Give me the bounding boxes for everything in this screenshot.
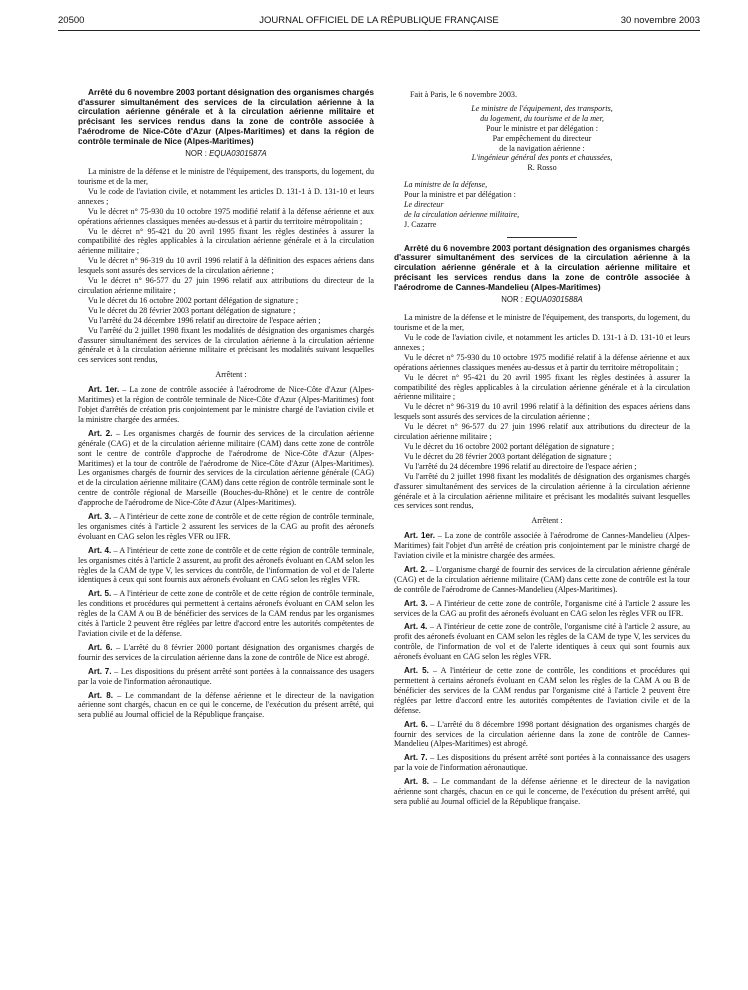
signature-line: Le ministre de l'équipement, des transports,	[471, 103, 613, 113]
signature-line: Par empêchement du directeur	[492, 133, 592, 143]
article	[78, 643, 374, 663]
article	[78, 589, 374, 639]
article	[394, 777, 690, 807]
page-header	[58, 14, 700, 31]
signature-line: de la circulation aérienne militaire,	[404, 209, 520, 219]
article	[394, 599, 690, 619]
article-text: – A l'intérieur de cette zone de contrôle, l'organisme cité à l'article 2 assure, au profit des aéronefs évoluant en CAM selon les règles de la CAM de type V, les services du contrôle, de l'information de vol et de l'alerte identiques à ceux qui sont fournis aux aéronefs évoluant en CAG selon les règles VFR.	[394, 622, 690, 662]
preamble-paragraph: La ministre de la défense et le ministre de l'équipement, des transports, du logement, du tourisme et de la mer,	[394, 313, 690, 333]
right-column	[394, 90, 690, 811]
preamble-paragraph: Vu l'arrêté du 2 juillet 1998 fixant les modalités de désignation des organismes chargés d'assurer simultanément des services de la circulation aérienne à la circulation aérienne générale et à la circulation aérienne militaire et précisant les modalités suivant lesquelles ces services sont rendus,	[394, 471, 690, 511]
preamble-paragraph: Vu le décret du 16 octobre 2002 portant délégation de signature ;	[88, 295, 299, 305]
signature-block-defense	[404, 180, 690, 230]
preamble-paragraph: Vu l'arrêté du 24 décembre 1996 relatif au directoire de l'espace aérien ;	[404, 461, 637, 471]
preamble-paragraph: Vu le décret n° 96-577 du 27 juin 1996 relatif aux attributions du directeur de la circulation aérienne militaire ;	[78, 276, 374, 295]
signature-line: de la navigation aérienne :	[499, 143, 585, 153]
signature-line: L'ingénieur général des ponts et chaussées,	[471, 153, 613, 163]
signature-line: La ministre de la défense,	[404, 180, 488, 190]
article-label: Art. 4.	[88, 545, 112, 555]
article-label: Art. 2.	[404, 564, 428, 574]
article-text: – A l'intérieur de cette zone de contrôle, les conditions et procédures qui permettent à certains aéronefs évoluant en CAM selon les règles de la CAM A ou B de bénéficier des services de la CAM rendus par l'organisme cité à l'article 2 peuvent être réglées par lettre d'accord entre les autorités compétentes de l'aviation civile et de la défense.	[394, 666, 690, 715]
article-label: Art. 2.	[88, 428, 113, 438]
page-number: 20500	[58, 15, 85, 26]
article	[78, 546, 374, 586]
preamble-paragraph: Vu le code de l'aviation civile, et notamment les articles D. 131-1 à D. 131-10 et leurs annexes ;	[78, 186, 374, 206]
preamble-paragraph: Vu le décret n° 95-421 du 20 avril 1995 fixant les règles destinées à assurer la compatibilité des règles applicables à la circulation aérienne générale et à la circulation aérienne militaire ;	[78, 226, 374, 256]
article-text: – Le commandant de la défense aérienne et le directeur de la navigation aérienne sont chargés, chacun en ce qui le concerne, de l'exécution du présent arrêté, qui sera publié au Journal officiel de la République française.	[78, 690, 374, 720]
article	[78, 691, 374, 721]
signature-block-equipement	[394, 104, 690, 173]
article	[78, 429, 374, 508]
articles	[78, 385, 374, 720]
article-text: – A l'intérieur de cette zone de contrôle et de cette région de contrôle terminale, les organismes cités à l'article 2 assurent, au profit des aéronefs évoluant en CAM selon les règles de la CAM de type V, les services du contrôle, de l'information de vol et de l'alerte identiques à ceux qui sont fournis aux aéronefs évoluant en CAG selon les règles VFR.	[78, 545, 374, 585]
article-label: Art. 5.	[404, 666, 429, 676]
article-text: – L'arrêté du 8 décembre 1998 portant désignation des organismes chargés de fournir des services de la circulation aérienne dans la zone de contrôle de Cannes-Mandelieu (Alpes-Maritimes) est abrogé.	[394, 719, 690, 749]
preamble-paragraph: Vu le décret n° 75-930 du 10 octobre 1975 modifié relatif à la défense aérienne et aux opérations aériennes classiques menées au-dessus et à partir du territoire métropolitain ;	[394, 352, 690, 372]
article	[78, 667, 374, 687]
nor-label: NOR :	[501, 295, 523, 305]
article	[394, 753, 690, 773]
signature-line: R. Rosso	[527, 163, 557, 173]
articles	[394, 531, 690, 807]
article	[394, 666, 690, 716]
article-label: Art. 3.	[404, 598, 428, 608]
article-text: – Le commandant de la défense aérienne et le directeur de la navigation aérienne sont chargés, chacun en ce qui le concerne, de l'exécution du présent arrêté, qui sera publié au Journal officiel de la République française.	[394, 777, 690, 806]
preamble	[78, 167, 374, 365]
preamble-paragraph: Vu le décret n° 96-319 du 10 avril 1996 relatif à la définition des espaces aériens dans lesquels sont assurés des services de la circulation aérienne ;	[394, 402, 690, 422]
fait-a-paris: Fait à Paris, le 6 novembre 2003.	[410, 90, 517, 99]
article-label: Art. 1er.	[88, 385, 120, 395]
article-text: – A l'intérieur de cette zone de contrôle et de cette région de contrôle terminale, les conditions et procédures qui permettent à certains aéronefs évoluant en CAM selon les règles de la CAM A ou B de bénéficier des services de la CAM rendus par les organismes cités à l'article 2 peuvent être réglées par lettre d'accord entre les autorités compétentes de l'aviation civile et de la défense.	[78, 589, 374, 638]
article	[394, 622, 690, 662]
article-label: Art. 6.	[404, 719, 428, 729]
article	[394, 565, 690, 595]
preamble-paragraph: Vu le décret du 28 février 2003 portant délégation de signature ;	[88, 305, 296, 315]
preamble-paragraph: La ministre de la défense et le ministre de l'équipement, des transports, du logement, du tourisme et de la mer,	[78, 167, 374, 187]
preamble	[394, 313, 690, 511]
nor-reference	[78, 149, 374, 159]
article-label: Art. 8.	[88, 690, 113, 700]
signature-line: Pour la ministre et par délégation :	[404, 190, 516, 200]
article-text: – La zone de contrôle associée à l'aérodrome de Nice-Côte d'Azur (Alpes-Maritimes) et la région de contrôle terminale de Nice-Côte d'Azur (Alpes-Maritimes) font l'objet d'arrêtés de création pris conjointement par le ministre chargé de l'aviation civile et la ministre chargée des armées.	[78, 385, 374, 424]
signature-line: Le directeur	[404, 200, 444, 210]
article-text: – Les organismes chargés de fournir des services de la circulation aérienne générale (CAG) et de la circulation aérienne militaire (CAM) dans cette zone de contrôle sont le centre de contrôle d'approche de l'aérodrome de Nice-Côte d'Azur (Alpes-Maritimes) et la tour de contrôle de l'aérodrome de Nice-Côte d'Azur (Alpes-Maritimes). Les organismes chargés de fournir des services de la circulation aérienne générale (CAG) et de la circulation aérienne militaire (CAM) dans cette région de contrôle terminale sont le centre de contrôle régional de Marseille (Bouches-du-Rhône) et le centre de contrôle d'approche de l'aérodrome de Nice-Côte d'Azur (Alpes-Maritimes).	[78, 428, 374, 508]
preamble-paragraph: Vu l'arrêté du 2 juillet 1998 fixant les modalités de désignation des organismes chargés d'assurer simultanément des services de la circulation aérienne à la circulation aérienne générale et à la circulation aérienne militaire et précisant les modalités suivant lesquelles ces services sont rendus,	[78, 325, 374, 365]
preamble-paragraph: Vu le décret du 16 octobre 2002 portant délégation de signature ;	[404, 441, 615, 451]
article-text: – Les dispositions du présent arrêté sont portées à la connaissance des usagers par la voie de l'information aéronautique.	[78, 666, 374, 686]
arretent-heading: Arrêtent :	[531, 516, 563, 526]
separator-rule	[507, 237, 577, 238]
article-label: Art. 4.	[404, 622, 428, 632]
arretent-heading: Arrêtent :	[215, 370, 247, 380]
preamble-paragraph: Vu le décret n° 75-930 du 10 octobre 1975 modifié relatif à la défense aérienne et aux opérations aériennes classiques menées au-dessus et à partir du territoire métropolitain ;	[78, 206, 374, 226]
nor-code: EQUA0301587A	[209, 149, 267, 159]
preamble-paragraph: Vu l'arrêté du 24 décembre 1996 relatif au directoire de l'espace aérien ;	[88, 315, 321, 325]
preamble-paragraph: Vu le décret n° 96-577 du 27 juin 1996 relatif aux attributions du directeur de la circulation aérienne militaire ;	[394, 422, 690, 442]
article-text: – L'arrêté du 8 février 2000 portant désignation des organismes chargés de fournir des services de la circulation aérienne dans la zone de contrôle de Nice est abrogé.	[78, 642, 374, 662]
signature-line: du logement, du tourisme et de la mer,	[480, 113, 604, 123]
nor-code: EQUA0301588A	[525, 295, 583, 305]
issue-date: 30 novembre 2003	[620, 15, 700, 26]
article-label: Art. 7.	[404, 753, 428, 763]
article-label: Art. 5.	[88, 589, 112, 599]
nor-label: NOR :	[185, 149, 207, 159]
article-label: Art. 7.	[88, 666, 112, 676]
article-text: – La zone de contrôle associée à l'aérodrome de Cannes-Mandelieu (Alpes-Maritimes) fait l'objet d'un arrêté de création pris conjointement par le ministre chargé de l'aviation civile et la ministre chargée des armées.	[394, 531, 690, 561]
article-text: – A l'intérieur de cette zone de contrôle, l'organisme cité à l'article 2 assure les services de la CAG au profit des aéronefs évoluant en CAG selon les règles VFR ou IFR.	[394, 598, 690, 618]
article-text: – L'organisme chargé de fournir des services de la circulation aérienne générale (CAG) et de la circulation aérienne militaire (CAM) dans cette zone de contrôle est la tour de contrôle de l'aérodrome de Cannes-Mandelieu (Alpes-Maritimes).	[394, 564, 690, 594]
article	[78, 512, 374, 542]
signature-line: Pour le ministre et par délégation :	[486, 123, 598, 133]
decree-title-nice: Arrêté du 6 novembre 2003 portant désignation des organismes chargés d'assurer simultanément des services de la circulation aérienne à la circulation aérienne générale et à la circulation aérienne militaire et précisant les services rendus dans la zone de contrôle associée à l'aérodrome de Nice-Côte d'Azur (Alpes-Maritimes) et dans la région de contrôle terminale de Nice (Alpes-Maritimes)	[78, 87, 374, 146]
decree-title-cannes: Arrêté du 6 novembre 2003 portant désignation des organismes chargés d'assurer simultanément des services de la circulation aérienne à la circulation aérienne générale et à la circulation aérienne militaire et précisant les services rendus dans la zone de contrôle associée à l'aérodrome de Cannes-Mandelieu (Alpes-Maritimes)	[394, 242, 690, 292]
signature-line: J. Cazarre	[404, 219, 437, 229]
preamble-paragraph: Vu le décret du 28 février 2003 portant délégation de signature ;	[404, 451, 612, 461]
left-column	[78, 88, 374, 724]
preamble-paragraph: Vu le décret n° 96-319 du 10 avril 1996 relatif à la définition des espaces aériens dans lesquels sont assurés des services de la circulation aérienne ;	[78, 256, 374, 276]
article-text: – Les dispositions du présent arrêté sont portées à la connaissance des usagers par la voie de l'information aéronautique.	[394, 753, 690, 773]
preamble-paragraph: Vu le code de l'aviation civile, et notamment les articles D. 131-1 à D. 131-10 et leurs annexes ;	[394, 333, 690, 352]
nor-reference	[394, 295, 690, 305]
article	[78, 385, 374, 425]
article-label: Art. 3.	[88, 512, 112, 522]
article-label: Art. 6.	[88, 642, 113, 652]
article	[394, 720, 690, 750]
article	[394, 531, 690, 561]
journal-title: JOURNAL OFFICIEL DE LA RÉPUBLIQUE FRANÇAISE	[259, 15, 499, 26]
preamble-paragraph: Vu le décret n° 95-421 du 20 avril 1995 fixant les règles destinées à assurer la compatibilité des règles applicables à la circulation aérienne générale et à la circulation aérienne militaire ;	[394, 372, 690, 402]
article-label: Art. 1er.	[404, 531, 435, 541]
article-text: – A l'intérieur de cette zone de contrôle et de cette région de contrôle terminale, les organismes cités à l'article 2 assurent les services de la CAG au profit des aéronefs évoluant en CAG selon les règles VFR ou IFR.	[78, 512, 374, 541]
article-label: Art. 8.	[404, 777, 429, 787]
